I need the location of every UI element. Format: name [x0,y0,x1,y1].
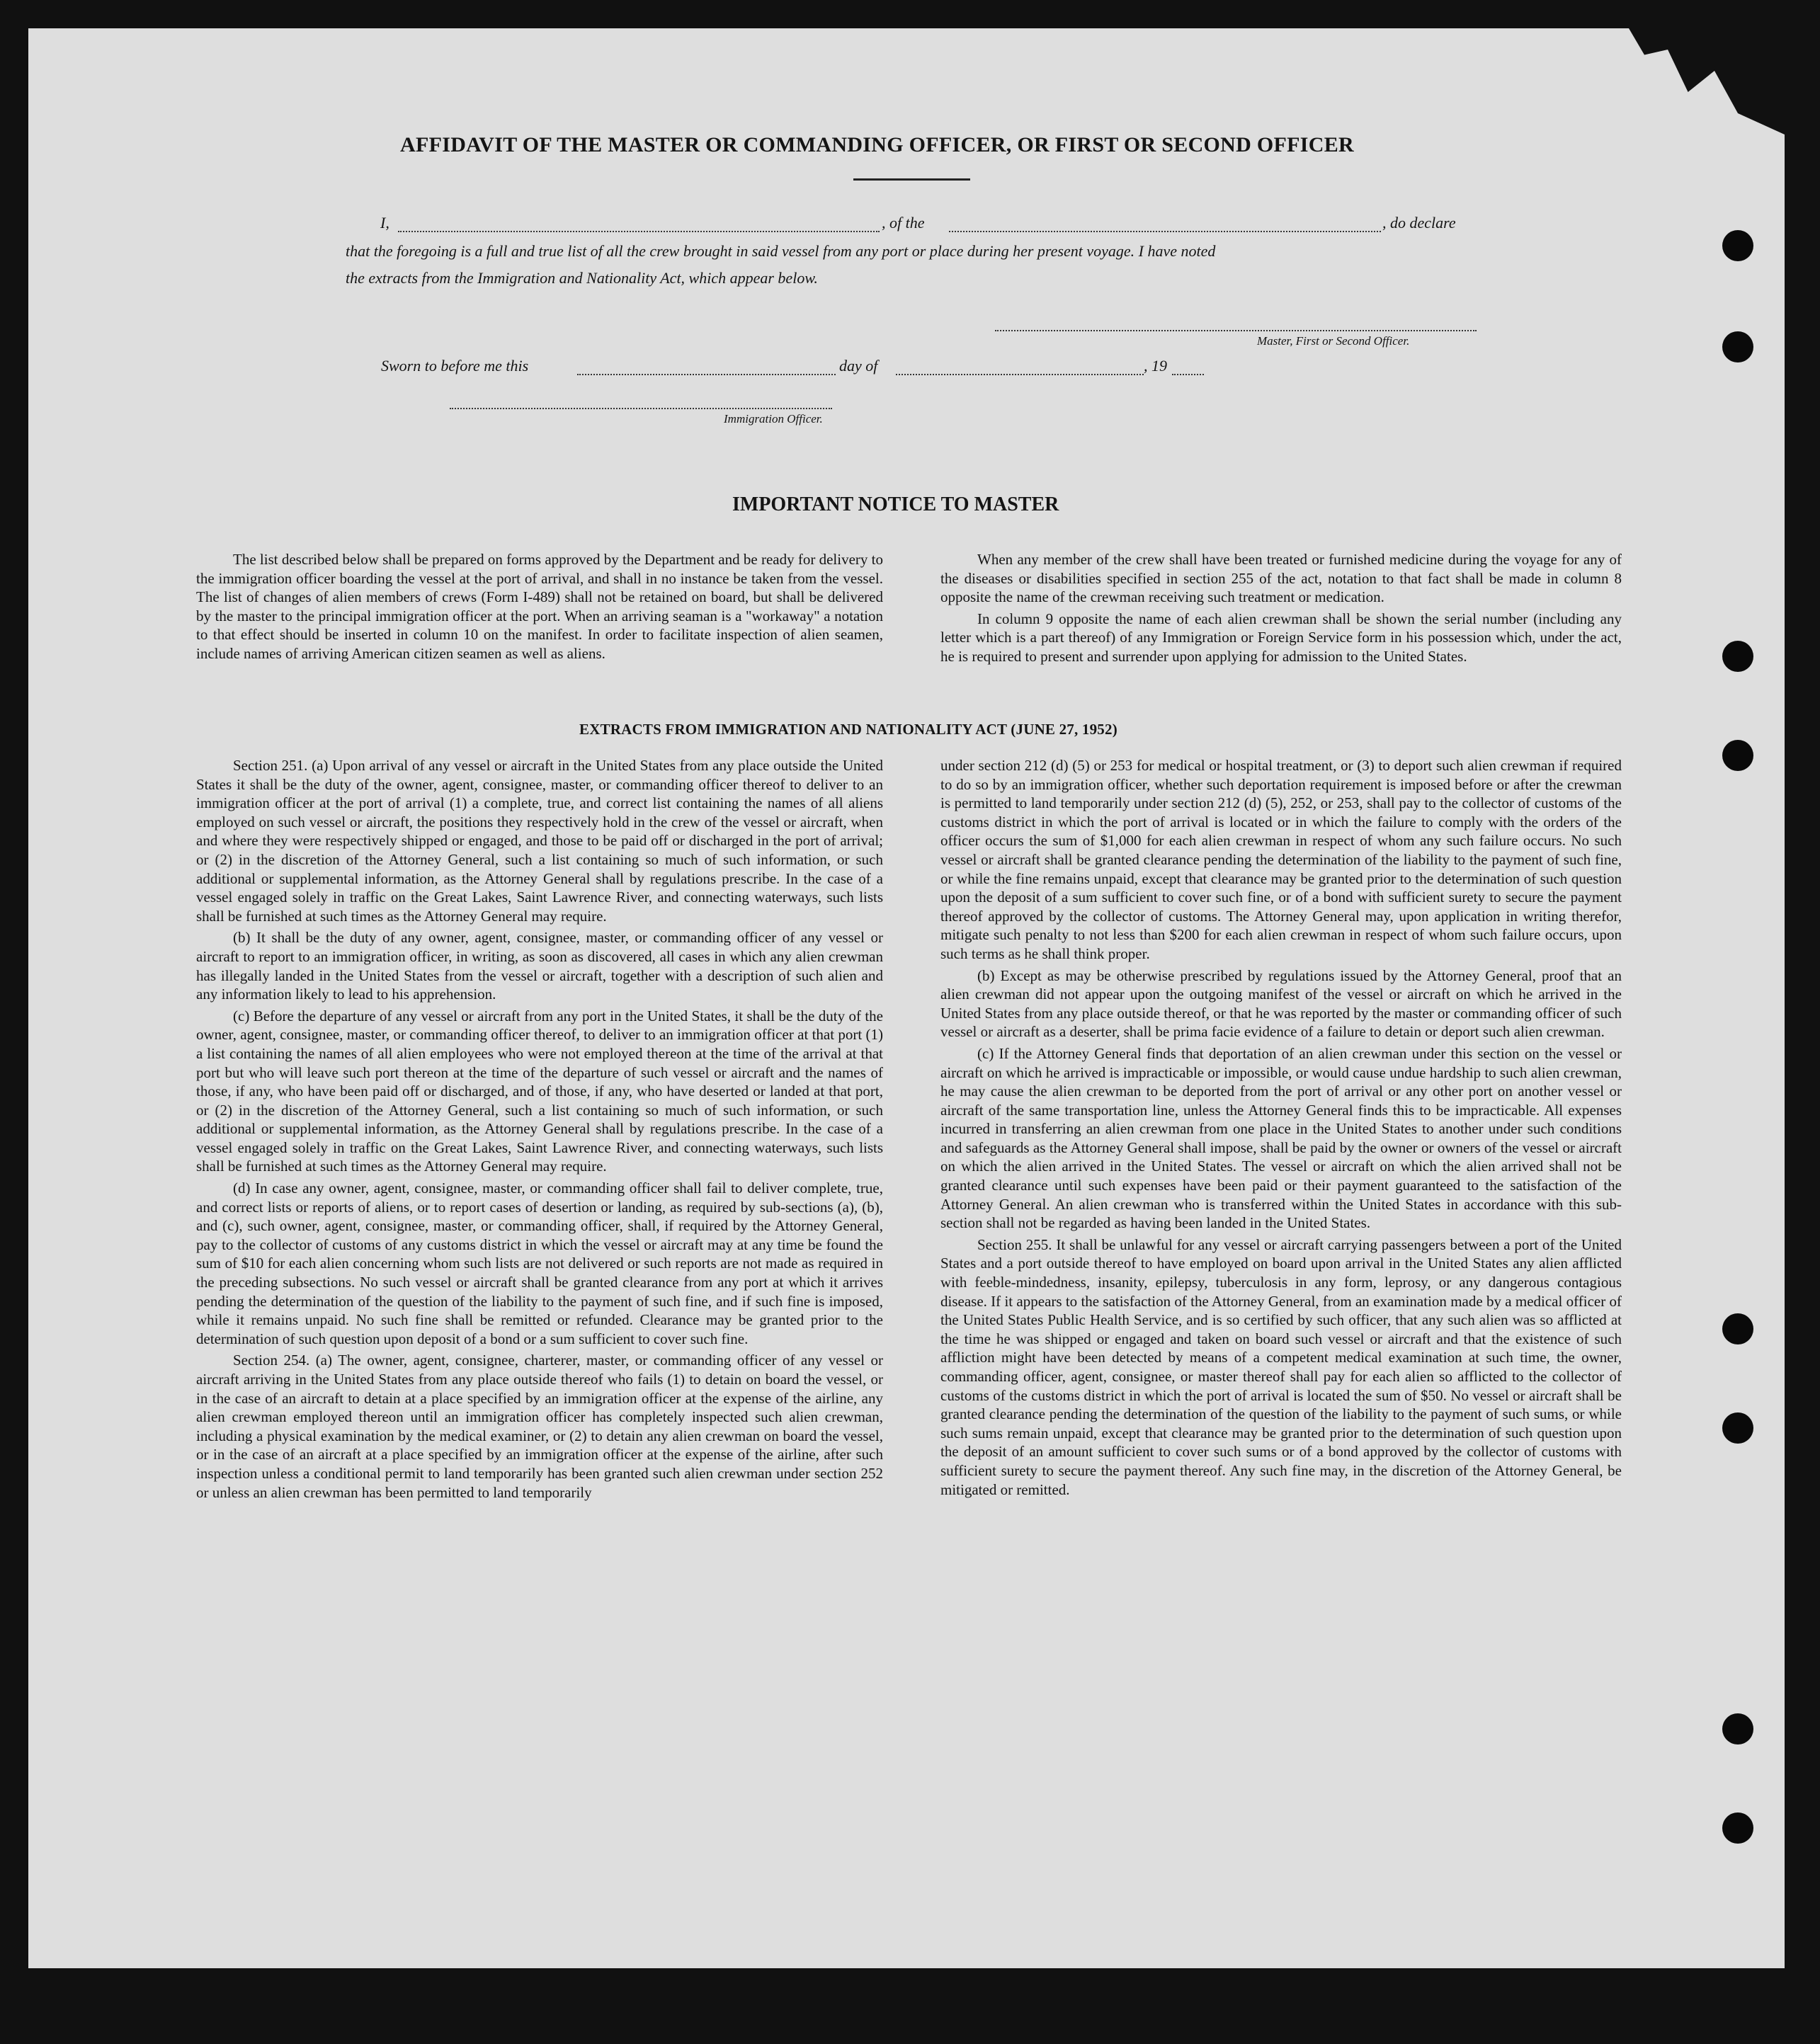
vessel-name-field[interactable] [949,231,1381,232]
master-signature-field[interactable] [995,330,1477,331]
year-label: , 19 [1144,357,1167,375]
punch-hole-icon [1722,331,1753,362]
affidavit-title: AFFIDAVIT OF THE MASTER OR COMMANDING OFFICER, OR FIRST OR SECOND OFFICER [400,133,1355,156]
declarant-name-field[interactable] [398,231,880,232]
officer-signature-field[interactable] [450,408,832,409]
act-section-paragraph: Section 255. It shall be unlawful for any vessel or aircraft carrying passengers between a port of the United States and a port outside thereof to have employed on board upon arrival in the United States any alien afflicted with feeble-mindedness, insanity, epilepsy, tuberculosis in any form, leprosy, or any dangerous contagious disease. If it appears to the satisfaction of the Attorney General, from an examination made by a medical officer of the United States Public Health Service, and is so certified by such officer, that any such alien was so afflicted at the time he was shipped or engaged and taken on board such vessel or aircraft and that the existence of such affliction might have been detected by means of a competent medical examination at such time, the owner, commanding officer, agent, consignee, or master thereof shall pay for each alien so afflicted to the collector of customs of the customs district in which the port of arrival is located the sum of $50. No vessel or aircraft shall be granted clearance pending the determination of the question of the liability to the payment of such sums, or while such sums remain unpaid, except that clearance may be granted prior to the determination of such question upon the deposit of an amount sufficient to cover such sums or of a bond approved by the collector of customs with sufficient surety to secure the payment thereof. Any such fine may, in the discretion of the Attorney General, be mitigated or remitted. [940,1235,1622,1498]
master-caption: Master, First or Second Officer. [1257,334,1410,348]
punch-hole-icon [1722,1713,1753,1745]
declaration-line: that the foregoing is a full and true list of all the crew brought in said vessel from any port or place during her present voyage. I have noted [346,242,1216,260]
sworn-month-field[interactable] [896,374,1144,375]
notice-paragraph: In column 9 opposite the name of each alien crewman shall be shown the serial number (including any letter which is a part thereof) of any Immigration or Foreign Service form in his possession which, under the act, he is required to present and surrender upon applying for admission to the United States. [940,610,1622,665]
punch-hole-icon [1722,230,1753,261]
extracts-right-column [940,756,1622,1502]
act-section-paragraph: (c) If the Attorney General finds that deportation of an alien crewman under this section on the vessel or aircraft on which he arrived is impracticable or impossible, or would cause undue hardship to such alien crewman, he may cause the alien crewman to be deported from the port of arrival or any other port on another vessel or aircraft of the same transportation line, unless the Attorney General finds this to be impracticable. All expenses incurred in transferring an alien crewman from one place in the United States to another under such conditions and safeguards as the Attorney General shall impose, shall be paid by the owner or owners of the vessel or aircraft on which the alien arrived in the United States. The vessel or aircraft on which the alien arrived shall not be granted clearance until such expenses have been paid or their payment guaranteed to the satisfaction of the Attorney General. An alien crewman who is transferred within the United States in accordance with this sub-section shall not be regarded as having been landed in the United States. [940,1044,1622,1232]
act-section-paragraph: (b) Except as may be otherwise prescribed by regulations issued by the Attorney General, proof that an alien crewman did not appear upon the outgoing manifest of the vessel or aircraft on which he arrived in the United States from any place outside thereof, or that he was reported by the master or commanding officer of such vessel or aircraft as a deserter, shall be prima facie evidence of a failure to detain or deport such alien crewman. [940,966,1622,1041]
act-section-paragraph: under section 212 (d) (5) or 253 for medical or hospital treatment, or (3) to deport such alien crewman if required to do so by an immigration officer, whether such deportation requirement is imposed before or after the crewman is permitted to land temporarily under section 212 (d) (5), 252, or 253, shall pay to the collector of customs of the customs district in which the port of arrival is located or in which the failure to comply with the orders of the officer occurs the sum of $1,000 for each alien crewman in respect of whom any such failure occurs. No such vessel or aircraft shall be granted clearance pending the determination of the liability to the payment of such fine, or while the fine remains unpaid, except that clearance may be granted prior to the determination of such question upon the deposit of a sum sufficient to cover such fine, or of a bond with sufficient surety to secure the payment thereof approved by the collector of customs. The Attorney General may, upon application in writing therefor, mitigate such penalty to not less than $200 for each alien crewman in respect of whom such failure occurs, upon such terms as he shall think proper. [940,757,1622,962]
punch-hole-icon [1722,641,1753,672]
punch-hole-icon [1722,1812,1753,1844]
act-section-paragraph: (d) In case any owner, agent, consignee, master, or commanding officer shall fail to deliver complete, true, and correct lists or reports of aliens, or to report cases of desertion or landing, as required by sub-sections (a), (b), and (c), such owner, agent, consignee, master, or commanding officer, shall, if required by the Attorney General, pay to the collector of customs of any customs district in which the vessel or aircraft may at any time be found the sum of $10 for each alien concerning whom such lists are not delivered or such reports are not made as required in the preceding subsections. No such vessel or aircraft shall be granted clearance from any port at which it arrives pending the determination of the question of the liability to the payment of such fine, and if such fine is imposed, while it remains unpaid. No such fine shall be remitted or refunded. Clearance may be granted prior to the determination of such question upon deposit of a bond or a sum sufficient to cover such fine. [196,1180,883,1347]
act-section-paragraph: (b) It shall be the duty of any owner, agent, consignee, master, or commanding officer of any vessel or aircraft to report to an immigration officer, in writing, as soon as discovered, all cases in which any alien crewman has illegally landed in the United States from the vessel or aircraft, together with a description of such alien and any information likely to lead to his apprehension. [196,929,883,1003]
notice-left-column [196,550,883,666]
do-declare-label: , do declare [1382,214,1456,232]
declarant-prefix: I, [380,214,389,232]
notice-paragraph: When any member of the crew shall have been treated or furnished medicine during the voyage for any of the diseases or disabilities specified in section 255 of the act, notation to that fact shall be made in column 8 opposite the name of the crewman receiving such treatment or medication. [940,551,1622,606]
notice-heading: IMPORTANT NOTICE TO MASTER [732,493,1059,515]
notice-right-column [940,550,1622,669]
declaration-line: the extracts from the Immigration and Nationality Act, which appear below. [346,269,818,287]
extracts-left-column [196,756,883,1505]
notice-paragraph: The list described below shall be prepared on forms approved by the Department and be ready for delivery to the immigration officer boarding the vessel at the port of arrival, and shall in no instance be taken from the vessel. The list of changes of alien members of crews (Form I-489) shall not be retained on board, but shall be delivered by the master to the principal immigration officer at the port. When an arriving seaman is a "workaway" a notation to that effect should be inserted in column 10 on the manifest. In order to facilitate inspection of alien seamen, include names of arriving American citizen seamen as well as aliens. [196,551,883,662]
officer-caption: Immigration Officer. [724,412,823,426]
punch-hole-icon [1722,740,1753,771]
punch-hole-icon [1722,1313,1753,1344]
act-section-paragraph: (c) Before the departure of any vessel or aircraft from any port in the United States, it shall be the duty of the owner, agent, consignee, master, or commanding officer thereof, to deliver to an immigration officer at that port (1) a list containing the names of all alien employees who were not employed thereon at the time of the arrival at that port but who will leave such port thereon at the time of the departure of such vessel or aircraft and the names of those, if any, who have been paid off or discharged, and of those, if any, who have deserted or landed at that port, or (2) in the discretion of the Attorney General, such a list containing so much of such information, or such additional or supplemental information, as the Attorney General shall by regulations prescribe. In the case of a vessel engaged solely in traffic on the Great Lakes, Saint Lawrence River, and connecting waterways, such lists shall be furnished at such times as the Attorney General may require. [196,1007,883,1175]
sworn-day-field[interactable] [577,374,836,375]
sworn-label: Sworn to before me this [381,357,529,375]
of-the-label: , of the [882,214,925,232]
extracts-heading: EXTRACTS FROM IMMIGRATION AND NATIONALITY ACT (JUNE 27, 1952) [579,721,1117,738]
sworn-year-field[interactable] [1172,374,1204,375]
title-rule [853,178,970,181]
punch-hole-icon [1722,1412,1753,1444]
day-of-label: day of [839,357,878,375]
act-section-paragraph: Section 254. (a) The owner, agent, consignee, charterer, master, or commanding officer of any vessel or aircraft arriving in the United States from any place outside thereof who fails (1) to detain on board the vessel, or in the case of an aircraft to detain at a place specified by an immigration officer at the expense of the airline, any alien crewman employed thereon until an immigration officer has completely inspected such alien crewman, including a physical examination by the medical examiner, or (2) to detain any alien crewman on board the vessel, or in the case of an aircraft at a place specified by an immigration officer at the expense of the airline, after such inspection unless a conditional permit to land temporarily has been granted such alien crewman under section 252 or unless an alien crewman has been permitted to land temporarily [196,1352,883,1501]
act-section-paragraph: Section 251. (a) Upon arrival of any vessel or aircraft in the United States from any place outside the United States it shall be the duty of the owner, agent, consignee, master, or commanding officer thereof to deliver to an immigration officer at the port of arrival (1) a complete, true, and correct list containing the names of all aliens employed on such vessel or aircraft, the positions they respectively hold in the crew of the vessel or aircraft, when and where they were respectively shipped or engaged, and those to be paid off or discharged in the port of arrival; or (2) in the discretion of the Attorney General, such a list containing so much of such information, or such additional or supplemental information, as the Attorney General shall by regulations prescribe. In the case of a vessel engaged solely in traffic on the Great Lakes, Saint Lawrence River, and connecting waterways, such lists shall be furnished at such times as the Attorney General may require. [196,757,883,925]
